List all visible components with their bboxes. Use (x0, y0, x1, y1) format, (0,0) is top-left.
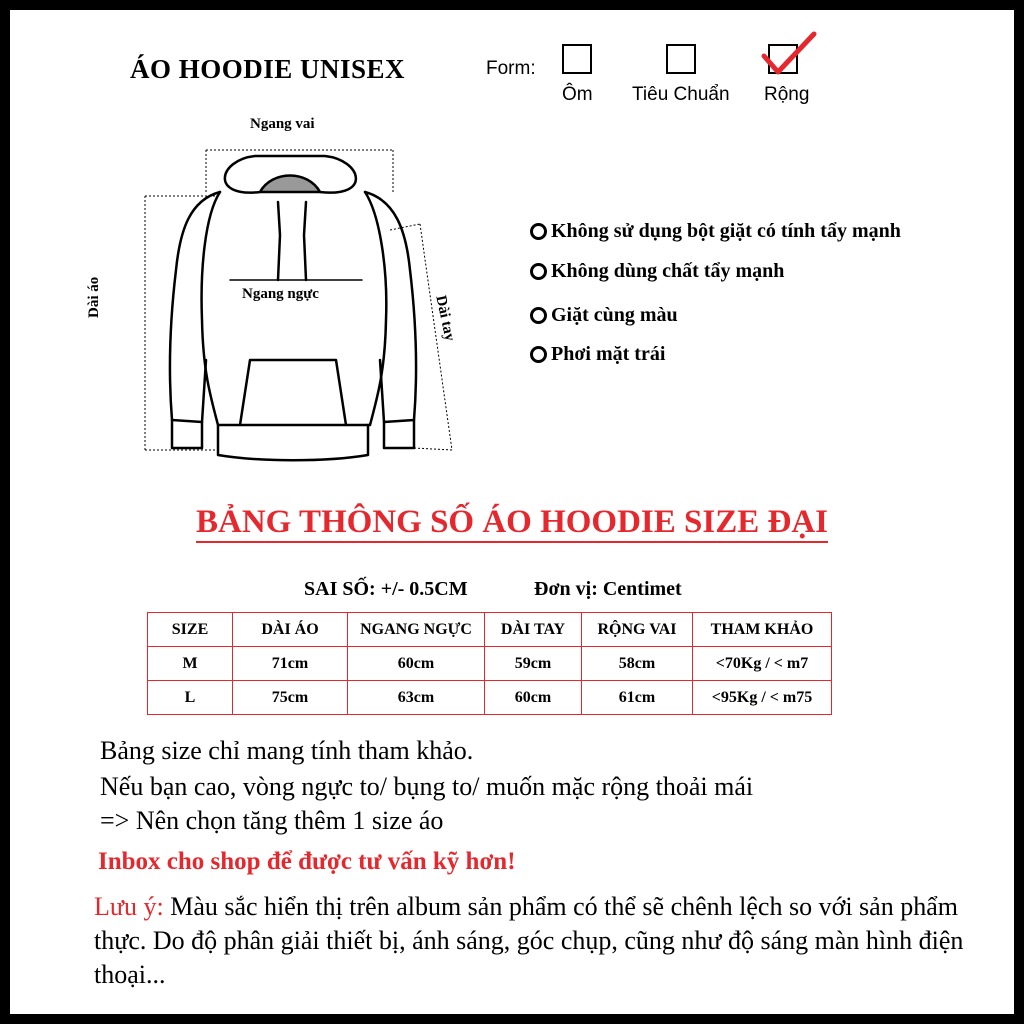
note-line-2: Nếu bạn cao, vòng ngực to/ bụng to/ muốn mặc rộng thoải mái (100, 772, 754, 801)
table-row (148, 647, 832, 681)
form-label: Form: (486, 58, 536, 79)
circle-icon (530, 263, 547, 280)
table-header-cell: DÀI ÁO (233, 613, 348, 647)
form-option-tieu-chuan-label: Tiêu Chuẩn (632, 84, 730, 105)
table-cell: 59cm (485, 647, 582, 681)
note-line-3: => Nên chọn tăng thêm 1 size áo (100, 806, 444, 835)
table-header-row (148, 613, 832, 647)
disclaimer (94, 890, 994, 992)
table-cell: 71cm (233, 647, 348, 681)
table-cell: 60cm (348, 647, 485, 681)
care-item (530, 304, 678, 327)
unit-text: Đơn vị: Centimet (534, 578, 682, 600)
form-option-om-label: Ôm (562, 84, 593, 105)
form-option-tieu-chuan-checkbox[interactable] (666, 44, 696, 74)
inbox-cta: Inbox cho shop để được tư vấn kỹ hơn! (98, 848, 516, 875)
tolerance-text: SAI SỐ: +/- 0.5CM (304, 578, 468, 600)
form-option-rong-label: Rộng (764, 84, 810, 105)
form-option-om-checkbox[interactable] (562, 44, 592, 74)
ngang-nguc-label: Ngang ngực (242, 286, 319, 302)
checkmark-icon (758, 30, 820, 80)
table-cell: L (148, 681, 233, 715)
table-cell: 75cm (233, 681, 348, 715)
disclaimer-label: Lưu ý: (94, 892, 164, 921)
table-row (148, 681, 832, 715)
circle-icon (530, 223, 547, 240)
care-item (530, 343, 665, 366)
table-cell: M (148, 647, 233, 681)
circle-icon (530, 346, 547, 363)
table-header-cell: SIZE (148, 613, 233, 647)
table-header-cell: NGANG NGỰC (348, 613, 485, 647)
care-item-text: Giặt cùng màu (551, 304, 678, 326)
circle-icon (530, 307, 547, 324)
size-chart-card (10, 10, 1014, 1014)
table-cell: <70Kg / < m7 (693, 647, 832, 681)
disclaimer-text: Màu sắc hiển thị trên album sản phẩm có thể sẽ chênh lệch so với sản phẩm thực. Do độ phân giải thiết bị, ánh sáng, góc chụp, cũng như độ sáng màn hình điện thoại... (94, 892, 964, 989)
table-header-cell: RỘNG VAI (582, 613, 693, 647)
product-title: ÁO HOODIE UNISEX (130, 54, 406, 84)
size-table (147, 612, 832, 715)
dai-ao-label: Dài áo (86, 276, 102, 318)
care-item (530, 220, 901, 243)
table-header-cell: DÀI TAY (485, 613, 582, 647)
note-line-1: Bảng size chỉ mang tính tham khảo. (100, 736, 474, 765)
care-item-text: Phơi mặt trái (551, 343, 666, 365)
size-table-title: BẢNG THÔNG SỐ ÁO HOODIE SIZE ĐẠI (10, 504, 1014, 541)
care-item-text: Không dùng chất tẩy mạnh (551, 260, 785, 282)
care-item (530, 260, 784, 283)
table-cell: 60cm (485, 681, 582, 715)
table-cell: 61cm (582, 681, 693, 715)
ngang-vai-label: Ngang vai (250, 116, 315, 132)
table-cell: 63cm (348, 681, 485, 715)
dai-tay-label: Dài tay (432, 294, 458, 343)
table-header-cell: THAM KHẢO (693, 613, 832, 647)
table-cell: 58cm (582, 647, 693, 681)
table-cell: <95Kg / < m75 (693, 681, 832, 715)
care-item-text: Không sử dụng bột giặt có tính tẩy mạnh (551, 220, 901, 242)
